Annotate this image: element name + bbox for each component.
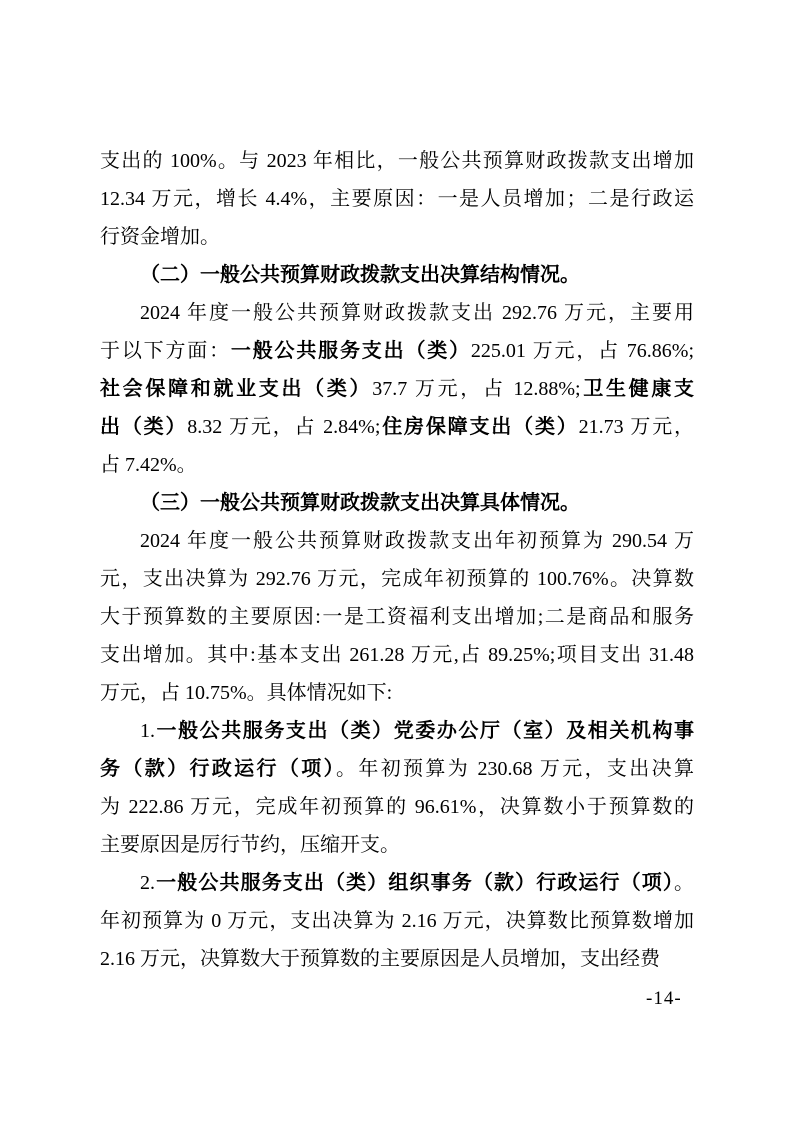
text-run: 2024 年度一般公共预算财政拨款支出 292.76 万元，主要用: [140, 302, 694, 324]
text-run: 支出的 100%。与 2023 年相比，一般公共预算财政拨款支出增加: [100, 150, 694, 172]
text-run: 37.7 万元，占 12.88%;: [372, 378, 581, 400]
text-run: 12.34 万元，增长 4.4%，主要原因：一是人员增加；二是行政运: [100, 188, 694, 210]
text-run: 大于预算数的主要原因:一是工资福利支出增加;二是商品和服务: [100, 606, 694, 628]
text-line: [100, 864, 694, 902]
text-run: 8.32 万元，占 2.84%;: [187, 416, 381, 438]
text-run: 行资金增加。: [100, 226, 220, 248]
text-line: [100, 408, 694, 446]
text-line: [100, 218, 694, 256]
text-line: [100, 598, 694, 636]
text-run: 主要原因是厉行节约，压缩开支。: [100, 834, 400, 856]
para-item-1: [100, 712, 694, 864]
heading-section-2: [100, 256, 694, 294]
text-line: [100, 142, 694, 180]
bold-text-run: （三）一般公共预算财政拨款支出决算具体情况。: [140, 492, 580, 514]
text-run: 2.16 万元，决算数大于预算数的主要原因是人员增加，支出经费: [100, 948, 660, 970]
text-run: 万元，占 10.75%。具体情况如下:: [100, 682, 393, 704]
text-run: 。: [674, 872, 694, 894]
text-line: [100, 522, 694, 560]
text-run: 支出增加。其中:基本支出 261.28 万元,占 89.25%;项目支出 31.48: [100, 644, 694, 666]
bold-text-run: 出（类）: [100, 416, 188, 438]
text-line: [100, 446, 694, 484]
text-run: 21.73 万元，: [578, 416, 694, 438]
text-run: 2.: [140, 872, 155, 894]
text-run: 元，支出决算为 292.76 万元，完成年初预算的 100.76%。决算数: [100, 568, 694, 590]
text-line: [100, 788, 694, 826]
text-line: [100, 294, 694, 332]
text-run: 225.01 万元，占 76.86%;: [470, 340, 694, 362]
para-item-2: [100, 864, 694, 978]
text-run: 1.: [140, 720, 155, 742]
text-line: [100, 484, 694, 522]
text-line: [100, 712, 694, 750]
bold-text-run: 一般公共服务支出（类）: [230, 340, 471, 362]
text-line: [100, 750, 694, 788]
bold-text-run: 卫生健康支: [580, 378, 694, 400]
page-number: -14-: [646, 988, 682, 1009]
text-line: [100, 180, 694, 218]
text-line: [100, 674, 694, 712]
bold-text-run: 一般公共服务支出（类）组织事务（款）行政运行（项）: [155, 872, 674, 894]
text-run: 为 222.86 万元，完成年初预算的 96.61%，决算数小于预算数的: [100, 796, 694, 818]
text-run: 于以下方面：: [100, 340, 231, 362]
text-line: [100, 636, 694, 674]
text-line: [100, 902, 694, 940]
para-carryover: [100, 142, 694, 256]
heading-section-3: [100, 484, 694, 522]
text-line: [100, 826, 694, 864]
text-run: 。年初预算为 230.68 万元，支出决算: [335, 758, 694, 780]
text-run: 2024 年度一般公共预算财政拨款支出年初预算为 290.54 万: [140, 530, 694, 552]
text-line: [100, 332, 694, 370]
text-line: [100, 940, 694, 978]
text-line: [100, 560, 694, 598]
bold-text-run: （二）一般公共预算财政拨款支出决算结构情况。: [140, 264, 580, 286]
para-budget-overview: [100, 522, 694, 712]
text-line: [100, 370, 694, 408]
bold-text-run: 一般公共服务支出（类）党委办公厅（室）及相关机构事: [155, 720, 694, 742]
text-run: 年初预算为 0 万元，支出决算为 2.16 万元，决算数比预算数增加: [100, 910, 694, 932]
document-body: [100, 142, 694, 978]
bold-text-run: 务（款）行政运行（项）: [100, 758, 336, 780]
text-line: [100, 256, 694, 294]
bold-text-run: 社会保障和就业支出（类）: [100, 378, 373, 400]
bold-text-run: 住房保障支出（类）: [380, 416, 579, 438]
text-run: 占 7.42%。: [100, 454, 197, 476]
para-expenditure-structure: [100, 294, 694, 484]
